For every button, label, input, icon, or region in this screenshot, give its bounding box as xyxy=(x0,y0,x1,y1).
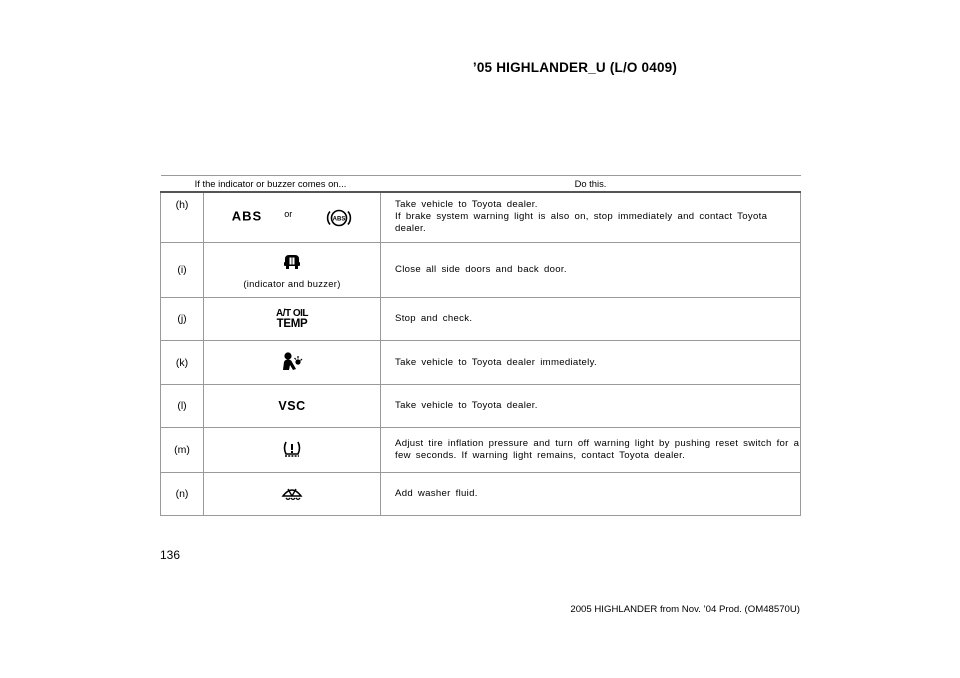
washer-fluid-cell xyxy=(204,473,381,516)
row-letter: (n) xyxy=(161,473,204,516)
row-action xyxy=(381,473,801,516)
action-line: Close all side doors and back door. xyxy=(395,264,567,275)
airbag-indicator-cell xyxy=(204,341,381,385)
row-letter: (h) xyxy=(161,192,204,243)
tire-pressure-icon xyxy=(281,439,303,459)
temp-icon-text: TEMP xyxy=(276,317,308,330)
table-row xyxy=(161,473,801,516)
footer-text: 2005 HIGHLANDER from Nov. ’04 Prod. (OM48570U) xyxy=(570,604,800,615)
table-row xyxy=(161,192,801,243)
page-number: 136 xyxy=(160,548,181,562)
at-oil-icon-text: A/T OIL xyxy=(275,307,309,319)
indicator-note: (indicator and buzzer) xyxy=(243,277,341,289)
row-action xyxy=(381,243,801,298)
action-line: few seconds. If warning light remains, contact Toyota dealer. xyxy=(395,450,686,461)
vsc-indicator-cell xyxy=(204,385,381,428)
door-indicator-cell xyxy=(204,243,381,298)
action-line: Take vehicle to Toyota dealer. xyxy=(395,199,538,210)
row-letter: (l) xyxy=(161,385,204,428)
row-action xyxy=(381,428,801,473)
abs-text-icon: ABS xyxy=(231,208,263,224)
warning-light-table xyxy=(160,175,801,516)
row-action xyxy=(381,298,801,341)
abs-indicator-cell xyxy=(204,192,381,243)
row-action xyxy=(381,385,801,428)
row-letter: (m) xyxy=(161,428,204,473)
vsc-text-icon: VSC xyxy=(278,399,306,413)
action-line: Add washer fluid. xyxy=(395,488,478,499)
row-action xyxy=(381,341,801,385)
action-line: Stop and check. xyxy=(395,313,473,324)
at-oil-temp-cell xyxy=(204,298,381,341)
action-line: If brake system warning light is also on, stop immediately and contact Toyota dealer. xyxy=(395,211,768,234)
table-row xyxy=(161,341,801,385)
row-action xyxy=(381,192,801,243)
abs-badge-icon xyxy=(326,208,352,228)
tire-pressure-cell xyxy=(204,428,381,473)
row-letter: (i) xyxy=(161,243,204,298)
column-header-condition: If the indicator or buzzer comes on... xyxy=(161,176,381,193)
action-line: Adjust tire inflation pressure and turn off warning light by pushing reset switch for a xyxy=(395,438,800,449)
table-row xyxy=(161,428,801,473)
airbag-icon xyxy=(281,351,303,371)
action-line: Take vehicle to Toyota dealer immediately. xyxy=(395,356,597,368)
door-open-icon xyxy=(282,252,302,272)
abs-badge-label: ABS xyxy=(332,215,346,222)
header-title: ’05 HIGHLANDER_U (L/O 0409) xyxy=(472,60,678,75)
table-row xyxy=(161,385,801,428)
table-row xyxy=(161,298,801,341)
row-letter: (j) xyxy=(161,298,204,341)
washer-fluid-icon xyxy=(280,483,304,503)
column-header-action: Do this. xyxy=(381,176,801,193)
row-letter: (k) xyxy=(161,341,204,385)
or-label: or xyxy=(284,209,293,220)
action-line: Take vehicle to Toyota dealer. xyxy=(395,400,538,411)
table-row xyxy=(161,243,801,298)
